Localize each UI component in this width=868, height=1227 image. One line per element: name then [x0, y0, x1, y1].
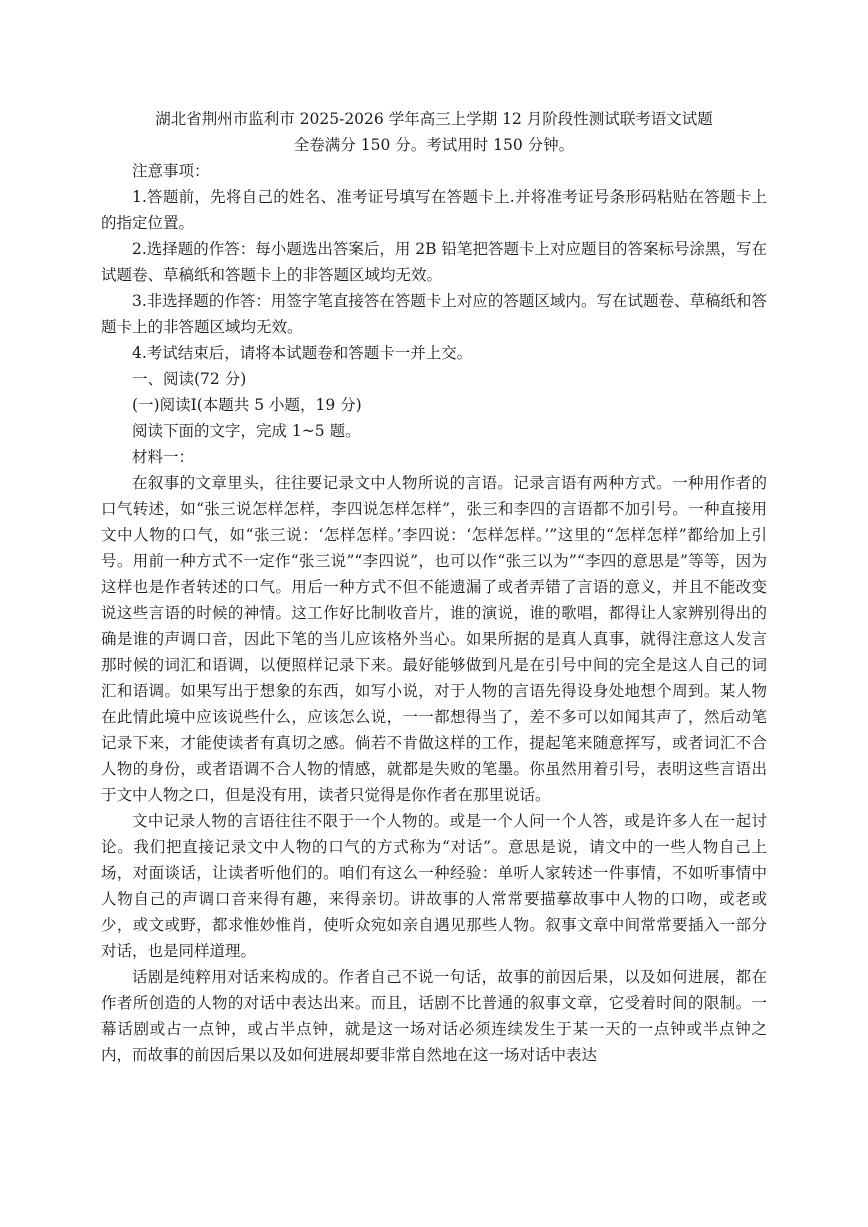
- notice-item: 2.选择题的作答：每小题选出答案后，用 2B 铅笔把答题卡上对应题目的答案标号涂黑，写在试题卷、草稿纸和答题卡上的非答题区域均无效。: [101, 240, 767, 284]
- article-paragraph: 在叙事的文章里头，往往要记录文中人物所说的言语。记录言语有两种方式。一种用作者的口气转述，如“张三说怎样怎样，李四说怎样怎样”，张三和李四的言语都不加引号。一种直接用文中人物的口气，如“张三说：‘怎样怎样。’李四说：‘怎样怎样。’”这里的“怎样怎样”都给加上引号。用前一种方式不一定作“张三说”“李四说”，也可以作“张三以为”“李四的意思是”等等，因为这样也是作者转述的口气。用后一种方式不但不能遗漏了或者弄错了言语的意义，并且不能改变说这些言语的时候的神情。这工作好比制收音片，谁的演说，谁的歌唱，都得让人家辨别得出的确是谁的声调口音，因此下笔的当儿应该格外当心。如果所据的是真人真事，就得注意这人发言那时候的词汇和语调，以便照样记录下来。最好能够做到凡是在引号中间的完全是这人自己的词汇和语调。如果写出于想象的东西，如写小说，对于人物的言语先得设身处地想个周到。某人物在此情此境中应该说些什么，应该怎么说，一一都想得当了，差不多可以如闻其声了，然后动笔记录下来，才能使读者有真切之感。倘若不肯做这样的工作，提起笔来随意挥写，或者词汇不合人物的身份，或者语调不合人物的情感，就都是失败的笔墨。你虽然用着引号，表明这些言语出于文中人物之口，但是没有用，读者只觉得是你作者在那里说话。: [101, 474, 767, 804]
- exam-subtitle: 全卷满分 150 分。考试用时 150 分钟。: [293, 136, 575, 154]
- subsection-title: (一)阅读Ⅰ(本题共 5 小题，19 分): [132, 396, 362, 414]
- material-label: 材料一：: [132, 448, 195, 466]
- exam-title: 湖北省荆州市监利市 2025-2026 学年高三上学期 12 月阶段性测试联考语文试题: [155, 110, 713, 128]
- notice-heading: 注意事项：: [132, 162, 210, 180]
- exam-header: [100, 106, 768, 158]
- notice-section: [101, 158, 767, 1068]
- part-title: 一、阅读(72 分): [132, 370, 247, 388]
- article-paragraph: 文中记录人物的言语往往不限于一个人物的。或是一个人问一个人答，或是许多人在一起讨论。我们把直接记录文中人物的口气的方式称为“对话”。意思是说，请文中的一些人物自己上场，对面谈话，让读者听他们的。咱们有这么一种经验：单听人家转述一件事情，不如听事情中人物自己的声调口音来得有趣，来得亲切。讲故事的人常常要描摹故事中人物的口吻，或老或少，或文或野，都求惟妙惟肖，使听众宛如亲自遇见那些人物。叙事文章中间常常要插入一部分对话，也是同样道理。: [101, 812, 767, 960]
- reading-instruction: 阅读下面的文字，完成 1~5 题。: [132, 422, 361, 440]
- notice-item: 3.非选择题的作答：用签字笔直接答在答题卡上对应的答题区域内。写在试题卷、草稿纸和答题卡上的非答题区域均无效。: [101, 292, 767, 336]
- article-paragraph: 话剧是纯粹用对话来构成的。作者自己不说一句话，故事的前因后果，以及如何进展，都在作者所创造的人物的对话中表达出来。而且，话剧不比普通的叙事文章，它受着时间的限制。一幕话剧或占一点钟，或占半点钟，就是这一场对话必须连续发生于某一天的一点钟或半点钟之内，而故事的前因后果以及如何进展却要非常自然地在这一场对话中表达: [101, 968, 767, 1064]
- notice-item: 4.考试结束后，请将本试题卷和答题卡一并上交。: [132, 344, 473, 362]
- notice-item: 1.答题前，先将自己的姓名、准考证号填写在答题卡上.并将准考证号条形码粘贴在答题卡上的指定位置。: [101, 188, 767, 232]
